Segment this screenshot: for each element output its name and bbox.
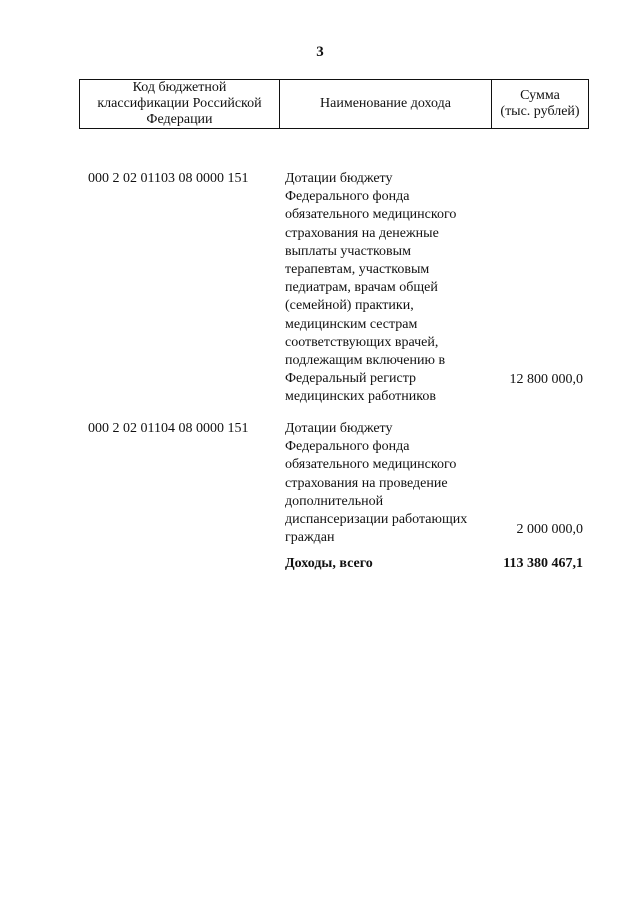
header-name-column bbox=[280, 80, 492, 128]
header-code-column bbox=[80, 80, 280, 128]
table-header bbox=[79, 79, 589, 129]
header-name-label: Наименование дохода bbox=[320, 96, 451, 111]
row-amount: 2 000 000,0 bbox=[516, 522, 583, 537]
row-description: Дотации бюджету Федерального фонда обязательного медицинского страхования на денежные выплаты участковым терапевтам, участковым педиатрам, врачам общей (семейной) практики, медицинским сестрам соответствующих врачей, подлежащим включению в Федеральный регистр медицинских работников bbox=[285, 171, 457, 405]
header-sum-column bbox=[492, 80, 588, 128]
row-description: Дотации бюджету Федерального фонда обязательного медицинского страхования на проведение дополнительной диспансеризации работающих граждан bbox=[285, 421, 468, 546]
page-number: 3 bbox=[316, 44, 324, 60]
header-code-label: Код бюджетной классификации Российской Федерации bbox=[97, 80, 262, 127]
row-code: 000 2 02 01103 08 0000 151 bbox=[88, 171, 249, 186]
total-label: Доходы, всего bbox=[285, 556, 373, 571]
header-sum-label: Сумма (тыс. рублей) bbox=[500, 88, 580, 119]
row-amount: 12 800 000,0 bbox=[509, 372, 583, 387]
total-amount: 113 380 467,1 bbox=[503, 556, 583, 571]
row-code: 000 2 02 01104 08 0000 151 bbox=[88, 421, 249, 436]
